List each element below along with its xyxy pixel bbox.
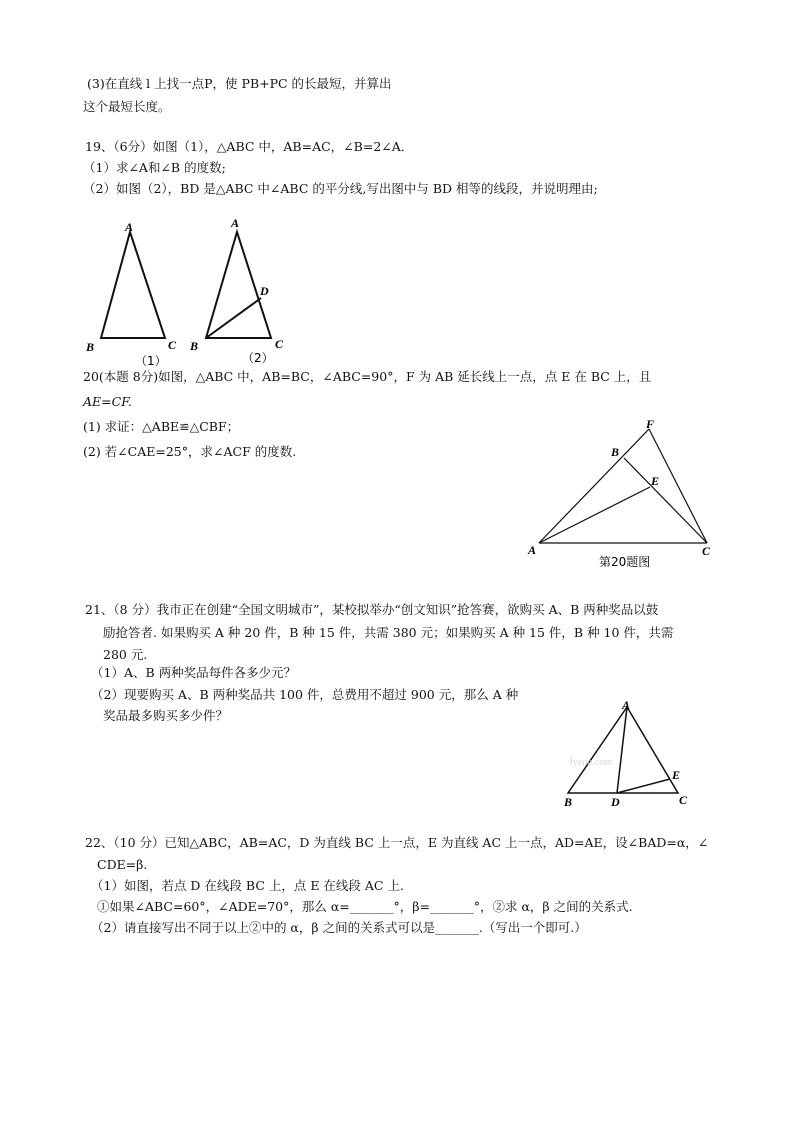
label-a: A xyxy=(622,698,631,712)
q22-part1: （1）如图，若点 D 在线段 BC 上，点 E 在线段 AC 上. xyxy=(91,878,404,893)
segment-af xyxy=(539,429,649,543)
q20-title: 20(本题 8分)如图，△ABC 中，AB=BC，∠ABC=90°，F 为 AB 延长线上一点，点 E 在 BC 上，且 xyxy=(83,369,652,384)
label-b: B xyxy=(564,795,573,809)
q21-line2: 励抢答者. 如果购买 A 种 20 件，B 种 15 件，共需 380 元；如果购买 A 种 15 件，B 种 10 件，共需 xyxy=(103,625,674,640)
q22-part1a: ①如果∠ABC=60°，∠ADE=70°，那么 α=_______°，β=_______°，②求 α，β 之间的关系式. xyxy=(97,899,633,914)
q19-figure-1 xyxy=(80,212,190,372)
q22-line1: 22、（10 分）已知△ABC，AB=AC，D 为直线 BC 上一点，E 为直线 AC 上一点，AD=AE，设∠BAD=α，∠ xyxy=(85,835,709,850)
segment-de xyxy=(617,779,670,793)
caption-1: （1） xyxy=(135,354,167,368)
label-b: B xyxy=(86,340,95,354)
watermark: Jyeoo.com xyxy=(569,757,613,768)
label-d: D xyxy=(611,795,620,809)
q18-line2: 这个最短长度。 xyxy=(83,99,171,114)
q19-title: 19、（6分）如图（1），△ABC 中，AB=AC，∠B=2∠A． xyxy=(85,139,414,154)
label-b: B xyxy=(611,445,620,459)
q20-title-cont: AE=CF. xyxy=(83,394,132,409)
label-c: C xyxy=(679,793,688,807)
segment-ae xyxy=(539,487,650,543)
segment-bd xyxy=(206,298,261,338)
q19-part1: （1）求∠A和∠B 的度数; xyxy=(83,160,226,175)
q21-figure xyxy=(555,695,705,815)
label-b: B xyxy=(190,339,199,353)
q21-part2: （2）现要购买 A、B 两种奖品共 100 件，总费用不超过 900 元，那么 A 种 xyxy=(91,687,519,702)
q20-part1: (1) 求证：△ABE≌△CBF； xyxy=(83,419,240,434)
q21-part2-cont: 奖品最多购买多少件？ xyxy=(103,708,229,723)
label-f: F xyxy=(646,417,655,431)
label-e: E xyxy=(672,768,681,782)
segment-bc xyxy=(624,458,707,543)
label-a: A xyxy=(125,220,134,234)
caption-2: （2） xyxy=(242,351,274,365)
q21-line3: 280 元. xyxy=(103,647,148,662)
q21-line1: 21、（8 分）我市正在创建“全国文明城市”，某校拟举办“创文知识”抢答赛，欲购买 A、B 两种奖品以鼓 xyxy=(85,602,659,617)
q22-line2: CDE=β. xyxy=(97,857,148,872)
label-c: C xyxy=(275,337,284,351)
q20-figure xyxy=(525,415,725,575)
q20-part2: (2) 若∠CAE=25°，求∠ACF 的度数. xyxy=(83,444,297,459)
label-c: C xyxy=(168,338,177,352)
q19-part2: （2）如图（2），BD 是△ABC 中∠ABC 的平分线,写出图中与 BD 相等的线段，并说明理由; xyxy=(83,181,598,196)
label-a: A xyxy=(528,543,537,557)
label-d: D xyxy=(260,284,269,298)
label-c: C xyxy=(702,544,711,558)
q19-figure-2 xyxy=(185,210,295,370)
q18-line1: (3)在直线 l 上找一点P，使 PB+PC 的长最短，并算出 xyxy=(87,76,392,91)
figure-caption: 第20题图 xyxy=(599,555,651,569)
q21-part1: （1）A、B 两种奖品每件各多少元？ xyxy=(91,665,297,680)
label-e: E xyxy=(651,474,660,488)
q22-part2: （2）请直接写出不同于以上②中的 α，β 之间的关系式可以是_______.（写出一个即可.） xyxy=(91,920,587,935)
triangle-abc xyxy=(568,707,681,793)
triangle-abc xyxy=(101,232,165,338)
label-a: A xyxy=(231,216,240,230)
